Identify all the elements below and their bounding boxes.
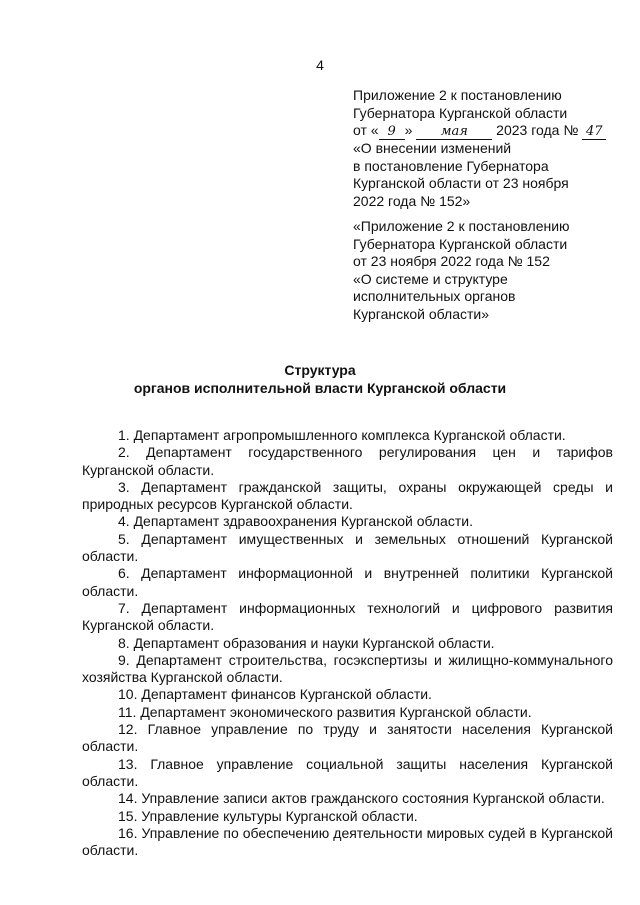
- list-item: 1. Департамент агропромышленного комплекса Курганской области.: [118, 427, 566, 443]
- appendix-header-quoted: [353, 218, 623, 323]
- list-item: 4. Департамент здравоохранения Курганской области.: [118, 513, 473, 530]
- list-item: 15. Управление культуры Курганской области.: [118, 807, 418, 824]
- appendix-header-line: «О системе и структуре: [353, 270, 508, 287]
- appendix-header-line: 2022 года № 152»: [353, 192, 471, 209]
- appendix-header-line: «О внесении изменений: [353, 140, 512, 156]
- list-item: 14. Управление записи актов гражданского состояния Курганской области.: [118, 790, 605, 807]
- appendix-header-line: исполнительных органов: [353, 288, 516, 304]
- list-item: 13. Главное управление социальной защиты населения Курганской области.: [82, 755, 613, 789]
- date-year: 2023 года №: [496, 122, 579, 138]
- list-item: 12. Главное управление по труду и занятости населения Курганской области.: [82, 721, 613, 755]
- title-line: Структура: [284, 362, 356, 378]
- appendix-header-line: Приложение 2 к постановлению: [353, 87, 562, 103]
- list-item: 8. Департамент образования и науки Курганской области.: [118, 634, 495, 651]
- list-item: 3. Департамент гражданской защиты, охраны окружающей среды и природных ресурсов Курганской области.: [82, 478, 613, 513]
- handwritten-doc-number: 47: [582, 125, 606, 140]
- appendix-header-line: Губернатора Курганской области: [353, 104, 568, 121]
- list-item: 2. Департамент государственного регулирования цен и тарифов Курганской области.: [82, 444, 613, 478]
- list-item: 10. Департамент финансов Курганской области.: [118, 686, 432, 703]
- appendix-header: [353, 87, 623, 210]
- appendix-header-line: «Приложение 2 к постановлению: [353, 218, 570, 234]
- list-item: 7. Департамент информационных технологий и цифрового развития Курганской области.: [82, 599, 613, 634]
- structure-list: [82, 427, 613, 859]
- appendix-header-line: Курганской области от 23 ноября: [353, 175, 569, 191]
- appendix-header-line: Губернатора Курганской области: [353, 235, 568, 252]
- appendix-header-line: от 23 ноября 2022 года № 152: [353, 253, 550, 269]
- document-title: [0, 361, 640, 397]
- title-line: органов исполнительной власти Курганской области: [133, 380, 507, 396]
- date-quote: »: [404, 122, 413, 138]
- list-item: 11. Департамент экономического развития Курганской области.: [118, 703, 532, 720]
- handwritten-month: мая: [416, 125, 492, 140]
- page-number: 4: [316, 57, 324, 73]
- list-item: 5. Департамент имущественных и земельных отношений Курганской области.: [82, 530, 613, 565]
- list-item: 6. Департамент информационной и внутренней политики Курганской области.: [82, 565, 613, 599]
- appendix-header-line: Курганской области»: [353, 305, 490, 322]
- list-item: 16. Управление по обеспечению деятельности мировых судей в Курганской области.: [82, 824, 613, 859]
- appendix-header-line: в постановление Губернатора: [353, 157, 549, 174]
- appendix-date-line: [353, 122, 623, 140]
- list-item: 9. Департамент строительства, госэкспертизы и жилищно-коммунального хозяйства Курганской области.: [82, 651, 613, 686]
- handwritten-day: 9: [379, 125, 405, 140]
- date-prefix: от «: [353, 122, 379, 138]
